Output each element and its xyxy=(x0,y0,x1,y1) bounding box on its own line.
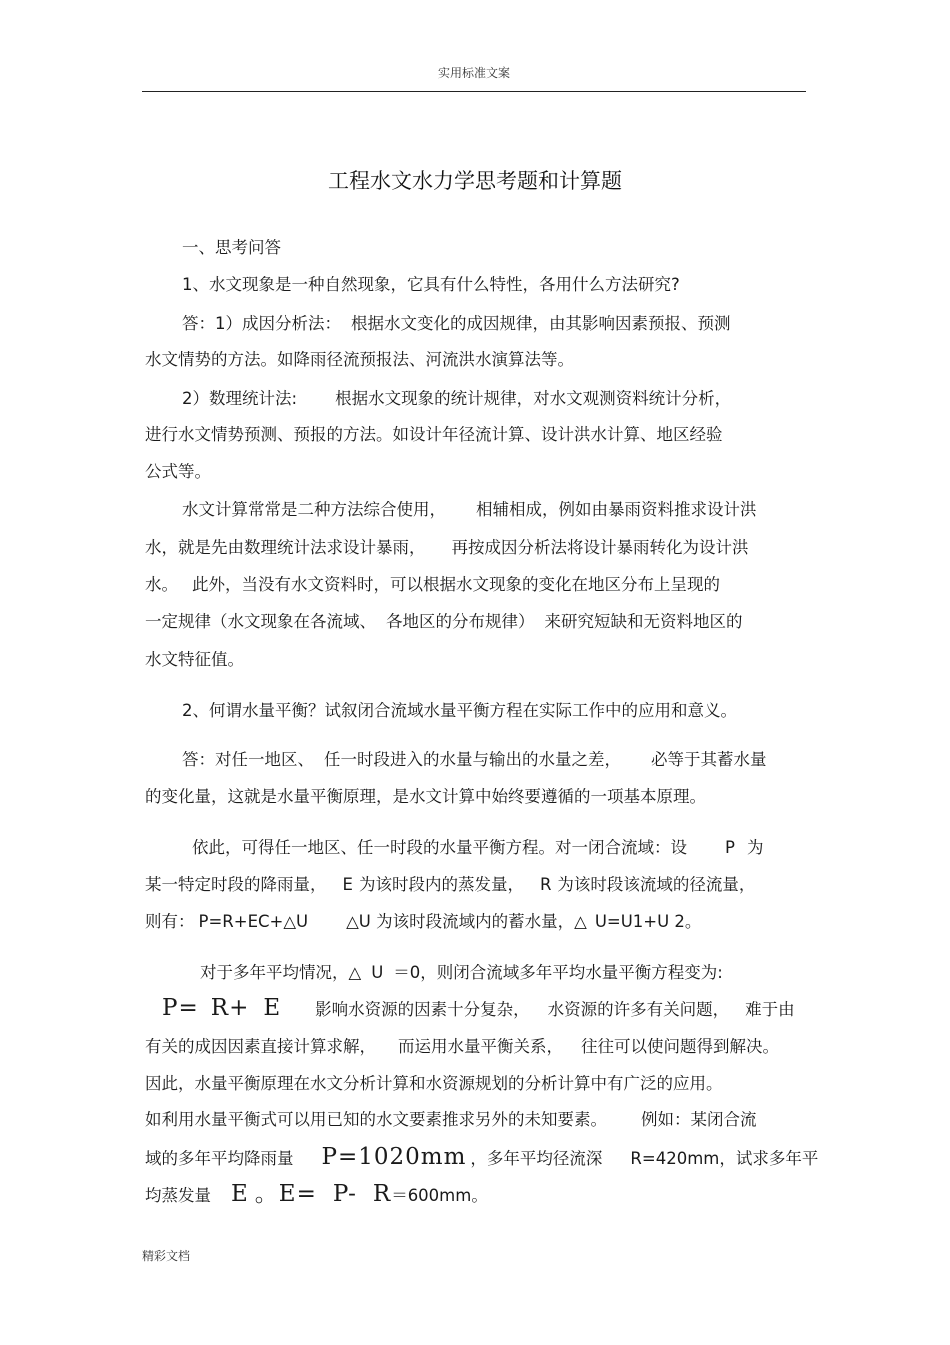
answer-1-line-9 xyxy=(145,610,810,634)
page-footer: 精彩文档 xyxy=(142,1249,191,1263)
text-span: 一定规律（水文现象在各流域、 xyxy=(145,612,376,631)
header-divider xyxy=(142,91,806,92)
text-span: P=R+EC+△U xyxy=(198,912,309,931)
text-span: 为该时段该流域的径流量， xyxy=(557,875,756,894)
answer-1-line-10: 水文特征值。 xyxy=(145,650,244,669)
text-span: 如利用水量平衡式可以用已知的水文要素推求另外的未知要素。 xyxy=(145,1110,607,1129)
answer-1-line-1 xyxy=(182,312,847,336)
answer-2-line-9: 因此，水量平衡原理在水文分析计算和水资源规划的分析计算中有广泛的应用。 xyxy=(145,1074,723,1093)
text-span: 各地区的分布规律） xyxy=(386,612,535,631)
answer-1-line-5: 公式等。 xyxy=(145,462,211,481)
text-span: 域的多年平均降雨量 xyxy=(145,1149,294,1168)
text-span: 答：对任一地区、 xyxy=(182,750,314,769)
answer-1-line-7 xyxy=(145,536,810,560)
page-header: 实用标准文案 xyxy=(437,66,510,80)
text-span: 2）数理统计法: xyxy=(182,389,298,408)
text-span: 水。 xyxy=(145,575,178,594)
formula-term: 。E= xyxy=(254,1181,317,1207)
text-span: 往往可以使问题得到解决。 xyxy=(581,1037,779,1056)
text-span: 水，就是先由数理统计法求设计暴雨， xyxy=(145,538,426,557)
answer-2-line-12 xyxy=(145,1182,810,1208)
text-span: E xyxy=(342,875,353,894)
answer-1-line-4: 进行水文情势预测、预报的方法。如设计年径流计算、设计洪水计算、地区经验 xyxy=(145,425,723,444)
text-span: 任一时段进入的水量与输出的水量之差， xyxy=(324,750,621,769)
answer-2-line-4 xyxy=(145,873,810,897)
formula-term: E xyxy=(231,1181,249,1207)
text-span: U xyxy=(371,963,384,982)
formula-term: P=1020mm xyxy=(321,1144,467,1170)
text-span: 答：1）成因分析法： xyxy=(182,314,341,333)
text-span: 再按成因分析法将设计暴雨转化为设计洪 xyxy=(451,538,749,557)
text-span: 为该时段内的蒸发量， xyxy=(358,875,524,894)
text-span: 有关的成因因素直接计算求解， xyxy=(145,1037,376,1056)
answer-2-line-11 xyxy=(145,1144,819,1171)
text-span: 来研究短缺和无资料地区的 xyxy=(544,612,743,631)
text-span: 例如：某闭合流 xyxy=(641,1110,757,1129)
answer-2-line-1 xyxy=(182,748,847,772)
text-span: 必等于其蓄水量 xyxy=(651,750,767,769)
answer-2-line-8 xyxy=(145,1035,810,1059)
question-1: 1、水文现象是一种自然现象，它具有什么特性，各用什么方法研究? xyxy=(182,275,680,294)
answer-2-line-6 xyxy=(200,961,865,985)
text-span: 对于多年平均情况，△ xyxy=(200,963,362,982)
text-span: ，多年平均径流深 xyxy=(470,1149,603,1168)
text-span: R=420mm，试求多年平 xyxy=(630,1149,819,1168)
formula-term: E xyxy=(263,995,282,1021)
text-span: 某一特定时段的降雨量， xyxy=(145,875,327,894)
text-span: 此外，当没有水文资料时，可以根据水文现象的变化在地区分布上呈现的 xyxy=(192,575,720,594)
text-span: 根据水文现象的统计规律，对水文观测资料统计分析， xyxy=(335,389,732,408)
section-heading: 一、思考问答 xyxy=(182,238,281,257)
text-span: 而运用水量平衡关系， xyxy=(398,1037,563,1056)
text-span: 为 xyxy=(746,838,764,857)
formula-term: P= xyxy=(162,995,199,1021)
text-span: ＝0，则闭合流域多年平均水量平衡方程变为: xyxy=(393,963,723,982)
text-span: R xyxy=(539,875,552,894)
text-span: 均蒸发量 xyxy=(145,1186,211,1205)
answer-2-line-5 xyxy=(145,910,810,934)
formula-term: P- xyxy=(332,1181,357,1207)
text-span: 水资源的许多有关问题， xyxy=(547,1000,730,1019)
text-span: 难于由 xyxy=(745,1000,795,1019)
answer-2-line-3 xyxy=(192,836,857,860)
answer-1-line-8 xyxy=(145,573,810,597)
text-span: 影响水资源的因素十分复杂， xyxy=(315,1000,530,1019)
formula-term: R xyxy=(372,1181,392,1207)
answer-1-line-6 xyxy=(182,498,847,522)
text-span: 则有： xyxy=(145,912,195,931)
question-2: 2、何谓水量平衡？试叙闭合流域水量平衡方程在实际工作中的应用和意义。 xyxy=(182,701,737,720)
document-title: 工程水文水力学思考题和计算题 xyxy=(328,169,622,193)
text-span: 水文计算常常是二种方法综合使用， xyxy=(182,500,446,519)
text-span: P xyxy=(725,838,735,857)
answer-2-line-2: 的变化量，这就是水量平衡原理，是水文计算中始终要遵循的一项基本原理。 xyxy=(145,787,706,806)
text-span: U=U1+U 2。 xyxy=(594,912,702,931)
answer-1-line-2: 水文情势的方法。如降雨径流预报法、河流洪水演算法等。 xyxy=(145,350,574,369)
answer-2-line-10 xyxy=(145,1108,810,1132)
answer-1-line-3 xyxy=(182,387,847,411)
answer-2-line-7 xyxy=(162,996,827,1022)
text-span: △U 为该时段流域内的蓄水量，△ xyxy=(346,912,587,931)
text-span: 根据水文变化的成因规律，由其影响因素预报、预测 xyxy=(351,314,731,333)
text-span: ＝600mm。 xyxy=(391,1186,488,1205)
formula-term: R+ xyxy=(210,995,250,1021)
text-span: 相辅相成，例如由暴雨资料推求设计洪 xyxy=(476,500,757,519)
text-span: 依此，可得任一地区、任一时段的水量平衡方程。对一闭合流域：设 xyxy=(192,838,687,857)
